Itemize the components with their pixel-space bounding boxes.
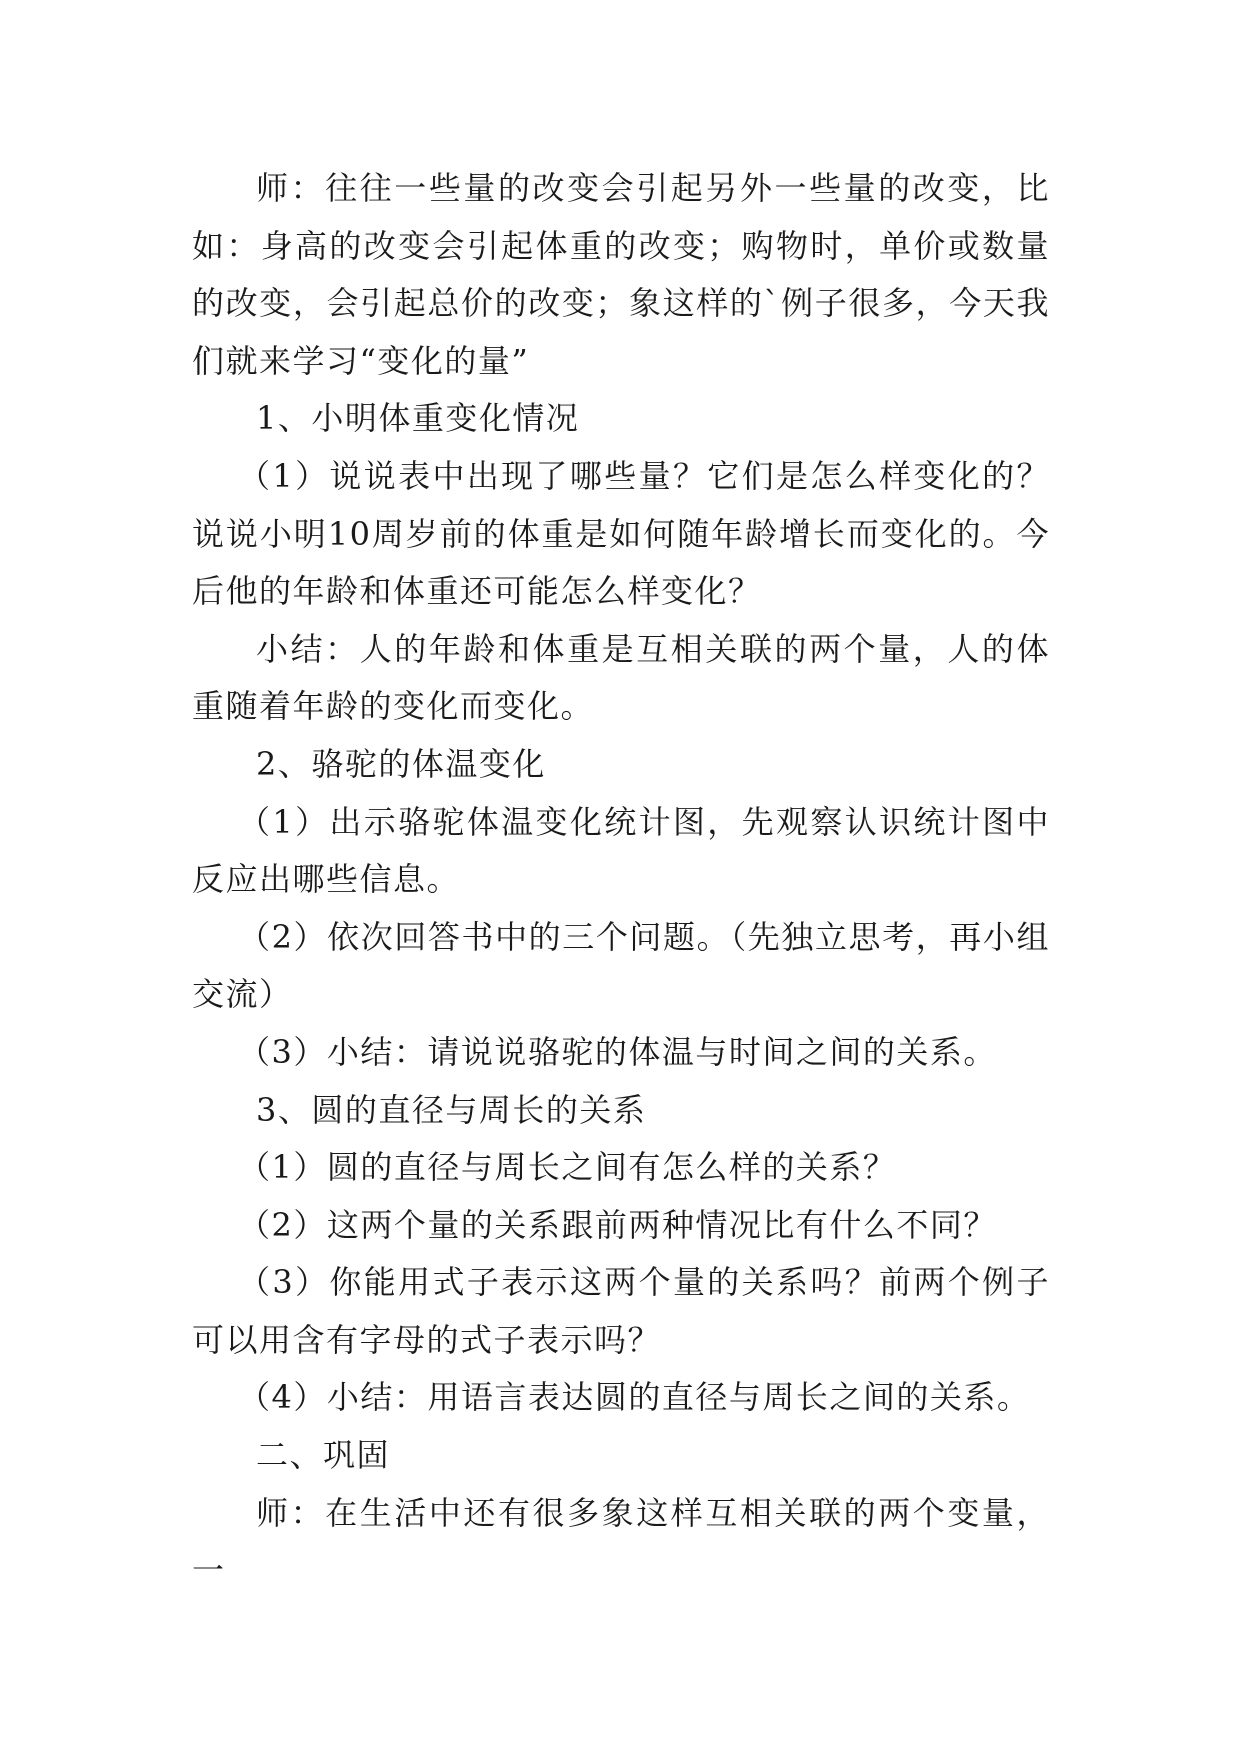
paragraph-camel-questions: （2）依次回答书中的三个问题。（先独立思考，再小组交流） <box>192 917 1050 1014</box>
heading-circle-relation: 3、圆的直径与周长的关系 <box>256 1090 647 1129</box>
paragraph-camel-chart: （1）出示骆驼体温变化统计图，先观察认识统计图中反应出哪些信息。 <box>192 802 1050 899</box>
heading-camel-temperature: 2、骆驼的体温变化 <box>256 744 546 783</box>
heading-weight-change: 1、小明体重变化情况 <box>256 399 580 438</box>
paragraph-circle-q1: （1）圆的直径与周长之间有怎么样的关系？ <box>238 1148 897 1187</box>
paragraph-weight-summary: 小结：人的年龄和体重是互相关联的两个量，人的体重随着年龄的变化而变化。 <box>192 629 1050 726</box>
paragraph-circle-summary: （4）小结：用语言表达圆的直径与周长之间的关系。 <box>238 1378 1031 1417</box>
paragraph-circle-q3: （3）你能用式子表示这两个量的关系吗？前两个例子可以用含有字母的式子表示吗？ <box>192 1263 1050 1359</box>
heading-consolidation: 二、巩固 <box>256 1436 391 1475</box>
paragraph-camel-summary: （3）小结：请说说骆驼的体温与时间之间的关系。 <box>238 1032 997 1071</box>
paragraph-consolidation-intro: 师：在生活中还有很多象这样互相关联的两个变量，一 <box>192 1493 1050 1590</box>
paragraph-circle-q2: （2）这两个量的关系跟前两种情况比有什么不同？ <box>238 1205 997 1244</box>
paragraph-intro: 师：往往一些量的改变会引起另外一些量的改变，比如：身高的改变会引起体重的改变；购物时，单价或数量的改变，会引起总价的改变；象这样的`例子很多，今天我们就来学习“变化的量” <box>192 169 1050 380</box>
document-body <box>192 160 1050 1600</box>
paragraph-weight-question: （1）说说表中出现了哪些量？它们是怎么样变化的？说说小明10周岁前的体重是如何随年龄增长而变化的。今后他的年龄和体重还可能怎么样变化？ <box>192 456 1050 611</box>
